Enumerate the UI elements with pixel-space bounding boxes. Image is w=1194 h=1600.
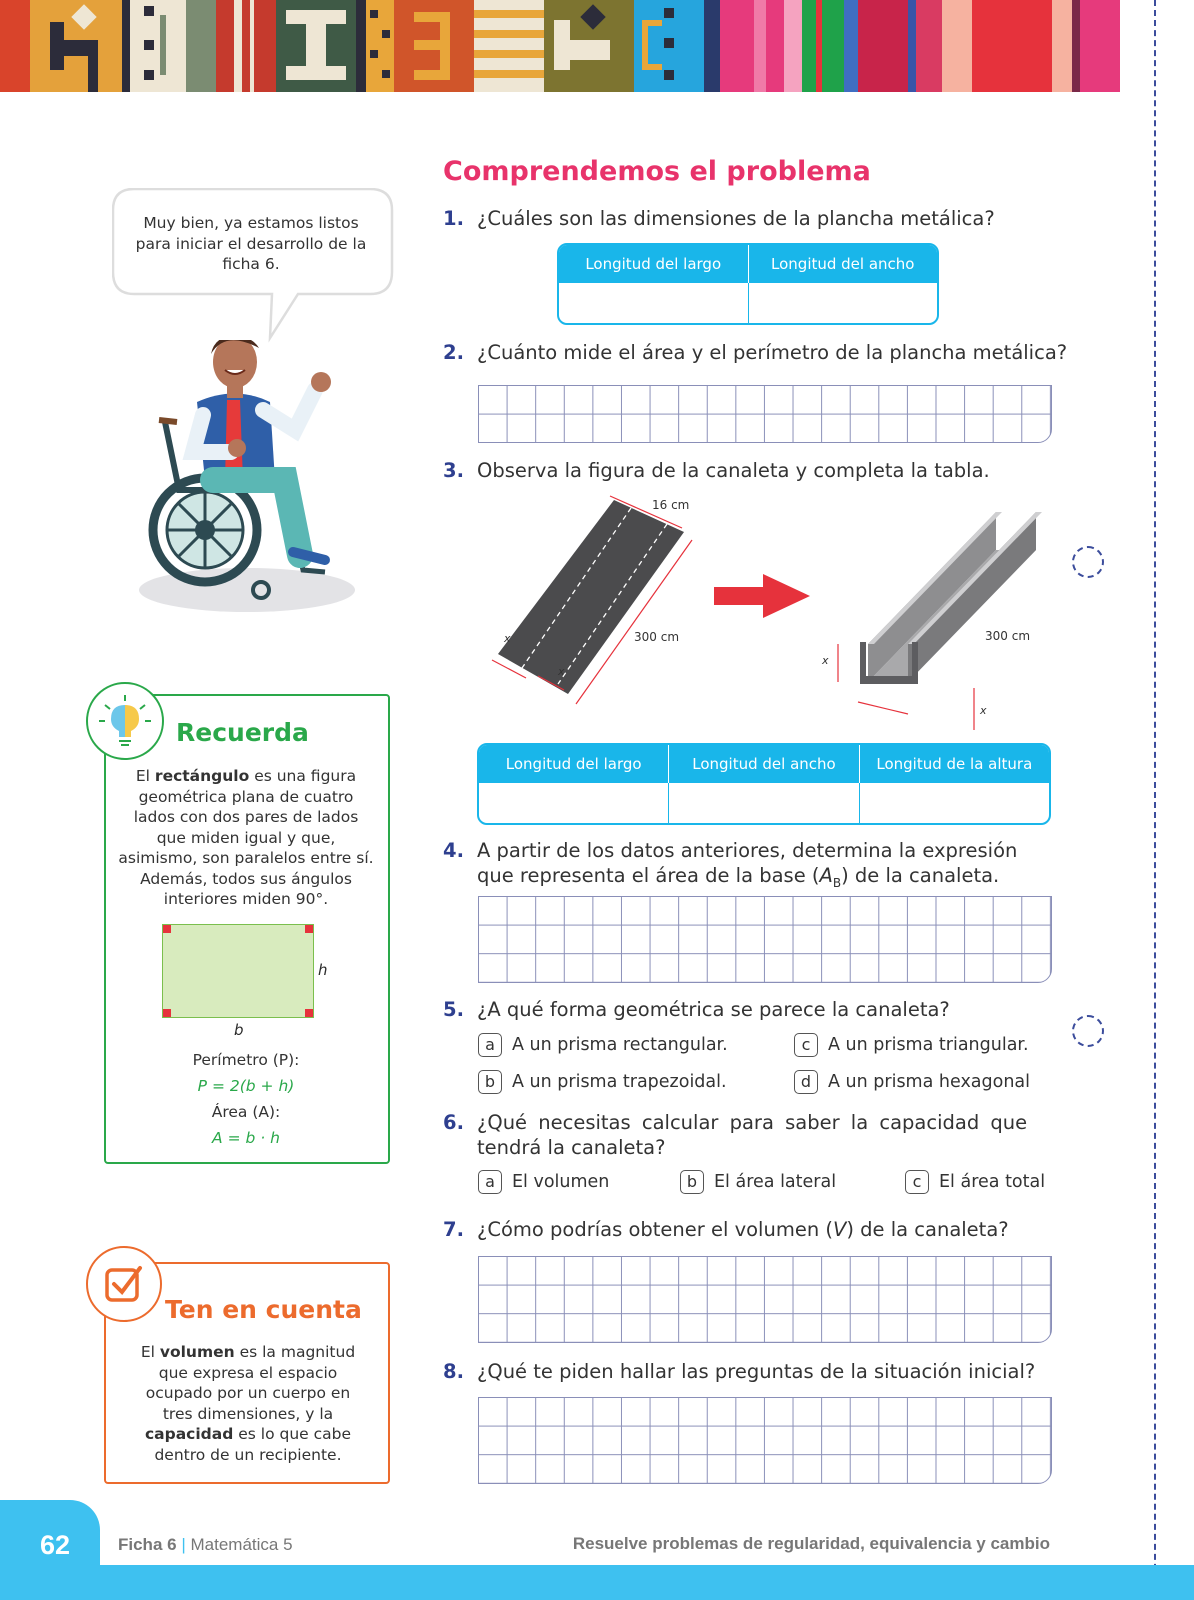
cell-ancho[interactable] xyxy=(749,283,938,323)
option-6c[interactable]: c El área total xyxy=(905,1170,1045,1194)
x-label-4: x xyxy=(980,704,987,717)
page-number: 62 xyxy=(40,1530,71,1560)
question-6: 6. ¿Qué necesitas calcular para saber la capacidad que tendrá la canaleta? xyxy=(443,1111,1028,1159)
option-5a[interactable]: a A un prisma rectangular. xyxy=(478,1033,728,1057)
question-3: 3. Observa la figura de la canaleta y completa la tabla. xyxy=(443,459,990,482)
canaleta-table xyxy=(477,743,1051,825)
cell-altura[interactable] xyxy=(860,783,1049,823)
question-2: 2. ¿Cuánto mide el área y el perímetro de la plancha metálica? xyxy=(443,341,1068,364)
area-formula: A = b · h xyxy=(212,1129,280,1147)
question-5: 5. ¿A qué forma geométrica se parece la canaleta? xyxy=(443,998,950,1021)
length-label: 300 cm xyxy=(634,630,680,644)
question-8: 8. ¿Qué te piden hallar las preguntas de la situación inicial? xyxy=(443,1360,1036,1383)
header-ancho-2: Longitud del ancho xyxy=(669,745,859,783)
cell-ancho-2[interactable] xyxy=(669,783,859,823)
answer-grid-7[interactable] xyxy=(478,1256,1052,1343)
recuerda-title: Recuerda xyxy=(176,718,309,747)
perimeter-formula: P = 2(b + h) xyxy=(197,1077,295,1095)
x-label-1: x xyxy=(504,632,511,645)
question-7: 7. ¿Cómo podrías obtener el volumen (V) de la canaleta? xyxy=(443,1218,1009,1241)
cut-circle-1 xyxy=(1072,546,1104,578)
rectangle-figure xyxy=(162,924,314,1018)
option-6b[interactable]: b El área lateral xyxy=(680,1170,836,1194)
area-label: Área (A): xyxy=(211,1103,281,1121)
option-5c[interactable]: c A un prisma triangular. xyxy=(794,1033,1029,1057)
answer-grid-4[interactable] xyxy=(478,896,1052,983)
dimensions-table xyxy=(557,243,939,325)
option-5b[interactable]: b A un prisma trapezoidal. xyxy=(478,1070,727,1094)
footer-bar xyxy=(0,1565,1194,1600)
recuerda-paragraph: El rectángulo es una figura geométrica plana de cuatro lados con dos pares de lados que miden igual y que, asimismo, son paralelos entre sí. Además, todos sus ángulos interiores miden 90°. xyxy=(118,767,374,908)
question-1: 1. ¿Cuáles son las dimensiones de la plancha metálica? xyxy=(443,207,995,230)
base-label: b xyxy=(234,1021,244,1039)
height-label: h xyxy=(318,961,328,979)
brain-lightbulb-icon xyxy=(86,682,164,760)
cell-largo[interactable] xyxy=(559,283,749,323)
cell-largo-2[interactable] xyxy=(479,783,669,823)
answer-grid-2[interactable] xyxy=(478,385,1052,443)
x-label-2: x xyxy=(558,665,565,678)
ten-en-cuenta-paragraph: El volumen es la magnitud que expresa el espacio ocupado por un cuerpo en tres dimensiones, y la capacidad es lo que cabe dentro de un recipiente. xyxy=(140,1343,356,1464)
header-largo: Longitud del largo xyxy=(559,245,749,283)
answer-grid-8[interactable] xyxy=(478,1397,1052,1484)
student-wheelchair-illustration xyxy=(135,340,365,625)
ten-en-cuenta-title: Ten en cuenta xyxy=(165,1295,362,1324)
canaleta-figure xyxy=(478,492,1058,732)
cut-circle-2 xyxy=(1072,1015,1104,1047)
checkbox-icon xyxy=(86,1246,162,1322)
decorative-banner xyxy=(0,0,1194,92)
header-largo-2: Longitud del largo xyxy=(479,745,669,783)
width-label: 16 cm xyxy=(652,498,690,512)
cut-line xyxy=(1154,0,1156,1600)
speech-bubble-text: Muy bien, ya estamos listos para iniciar el desarrollo de la ficha 6. xyxy=(135,214,367,273)
section-title: Comprendemos el problema xyxy=(443,156,871,187)
header-altura: Longitud de la altura xyxy=(876,755,1033,773)
x-label-3: x xyxy=(822,654,829,667)
length-label-2: 300 cm xyxy=(985,629,1031,643)
question-4: 4. A partir de los datos anteriores, determina la expresión que representa el área de la base $(A_B)$ de la canaleta. xyxy=(443,839,1018,890)
footer-ficha: Ficha 6 | Matemática 5 xyxy=(118,1535,293,1554)
header-ancho: Longitud del ancho xyxy=(771,255,915,273)
option-6a[interactable]: a El volumen xyxy=(478,1170,609,1194)
footer-competence: Resuelve problemas de regularidad, equivalencia y cambio xyxy=(572,1534,1050,1553)
perimeter-label: Perímetro (P): xyxy=(192,1051,300,1069)
option-5d[interactable]: d A un prisma hexagonal xyxy=(794,1070,1030,1094)
red-arrow-icon xyxy=(714,574,810,618)
